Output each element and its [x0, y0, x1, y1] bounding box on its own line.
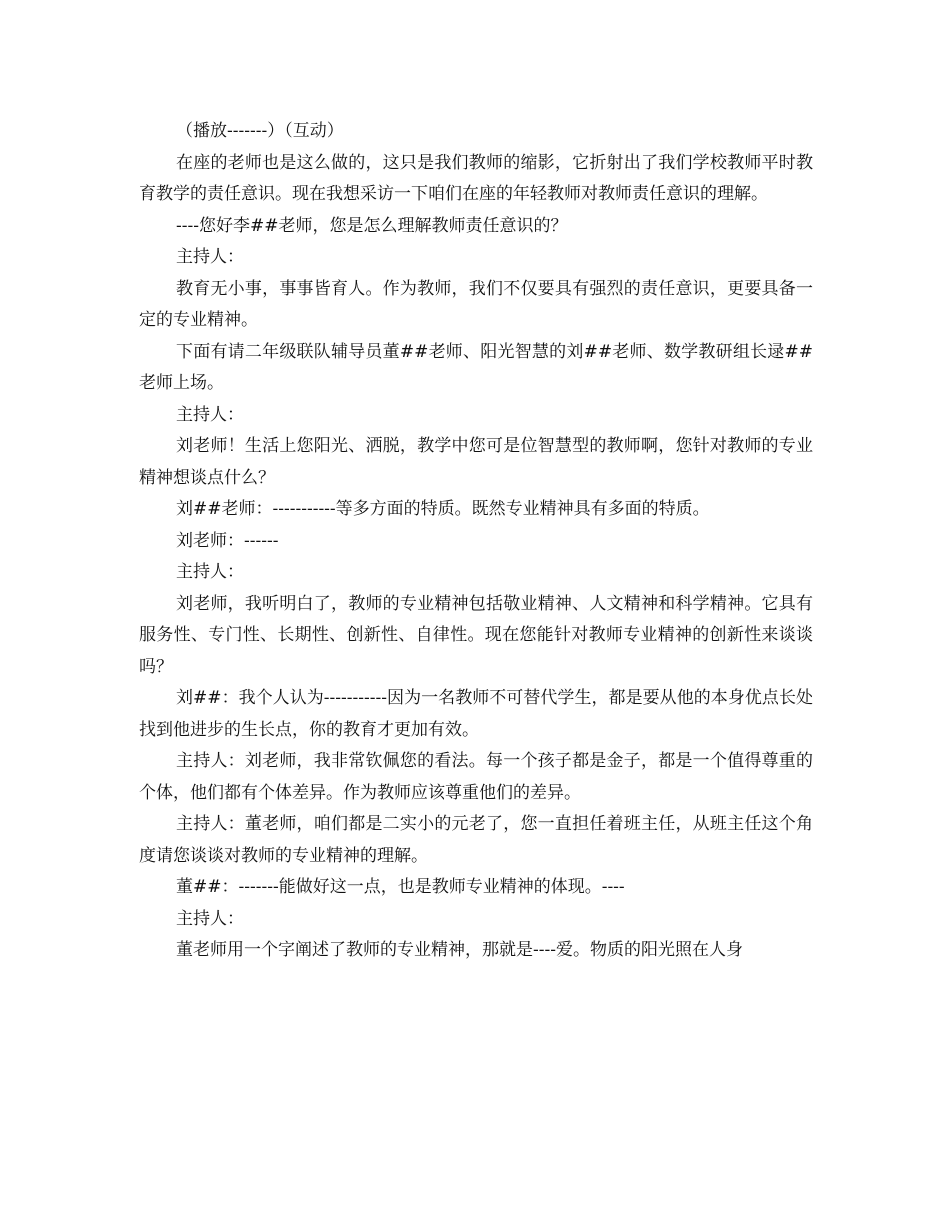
paragraph: 刘##老师：-----------等多方面的特质。既然专业精神具有多面的特质。 [176, 499, 710, 519]
document-body [139, 116, 813, 967]
paragraph: ----您好李##老师，您是怎么理解教师责任意识的？ [176, 215, 568, 236]
paragraph: 刘##：我个人认为-----------因为一名教师不可替代学生，都是要从他的本身优点长处找到他进步的生长点，你的教育才更加有效。 [139, 688, 813, 740]
paragraph: 刘老师：------ [176, 530, 279, 551]
paragraph: 刘老师，我听明白了，教师的专业精神包括敬业精神、人文精神和科学精神。它具有服务性、专门性、长期性、创新性、自律性。现在您能针对教师专业精神的创新性来谈谈吗？ [139, 593, 813, 677]
paragraph: 下面有请二年级联队辅导员董##老师、阳光智慧的刘##老师、数学教研组长逯##老师上场。 [139, 341, 813, 393]
paragraph: 主持人：董老师，咱们都是二实小的元老了，您一直担任着班主任，从班主任这个角度请您谈谈对教师的专业精神的理解。 [139, 814, 813, 866]
paragraph: 董老师用一个字阐述了教师的专业精神，那就是----爱。物质的阳光照在人身 [176, 940, 743, 960]
paragraph: 在座的老师也是这么做的，这只是我们教师的缩影，它折射出了我们学校教师平时教育教学的责任意识。现在我想采访一下咱们在座的年轻教师对教师责任意识的理解。 [139, 152, 813, 204]
paragraph: （播放-------）（互动） [176, 121, 344, 141]
paragraph: 董##：-------能做好这一点，也是教师专业精神的体现。---- [176, 877, 625, 897]
paragraph: 教育无小事，事事皆育人。作为教师，我们不仅要具有强烈的责任意识，更要具备一定的专业精神。 [139, 278, 813, 330]
paragraph: 主持人： [176, 404, 244, 425]
paragraph: 主持人： [176, 247, 244, 267]
paragraph: 主持人：刘老师，我非常钦佩您的看法。每一个孩子都是金子，都是一个值得尊重的个体，他们都有个体差异。作为教师应该尊重他们的差异。 [139, 751, 813, 803]
paragraph: 刘老师！生活上您阳光、洒脱，教学中您可是位智慧型的教师啊，您针对教师的专业精神想谈点什么？ [139, 436, 813, 488]
paragraph: 主持人： [176, 908, 244, 929]
paragraph: 主持人： [176, 562, 244, 582]
